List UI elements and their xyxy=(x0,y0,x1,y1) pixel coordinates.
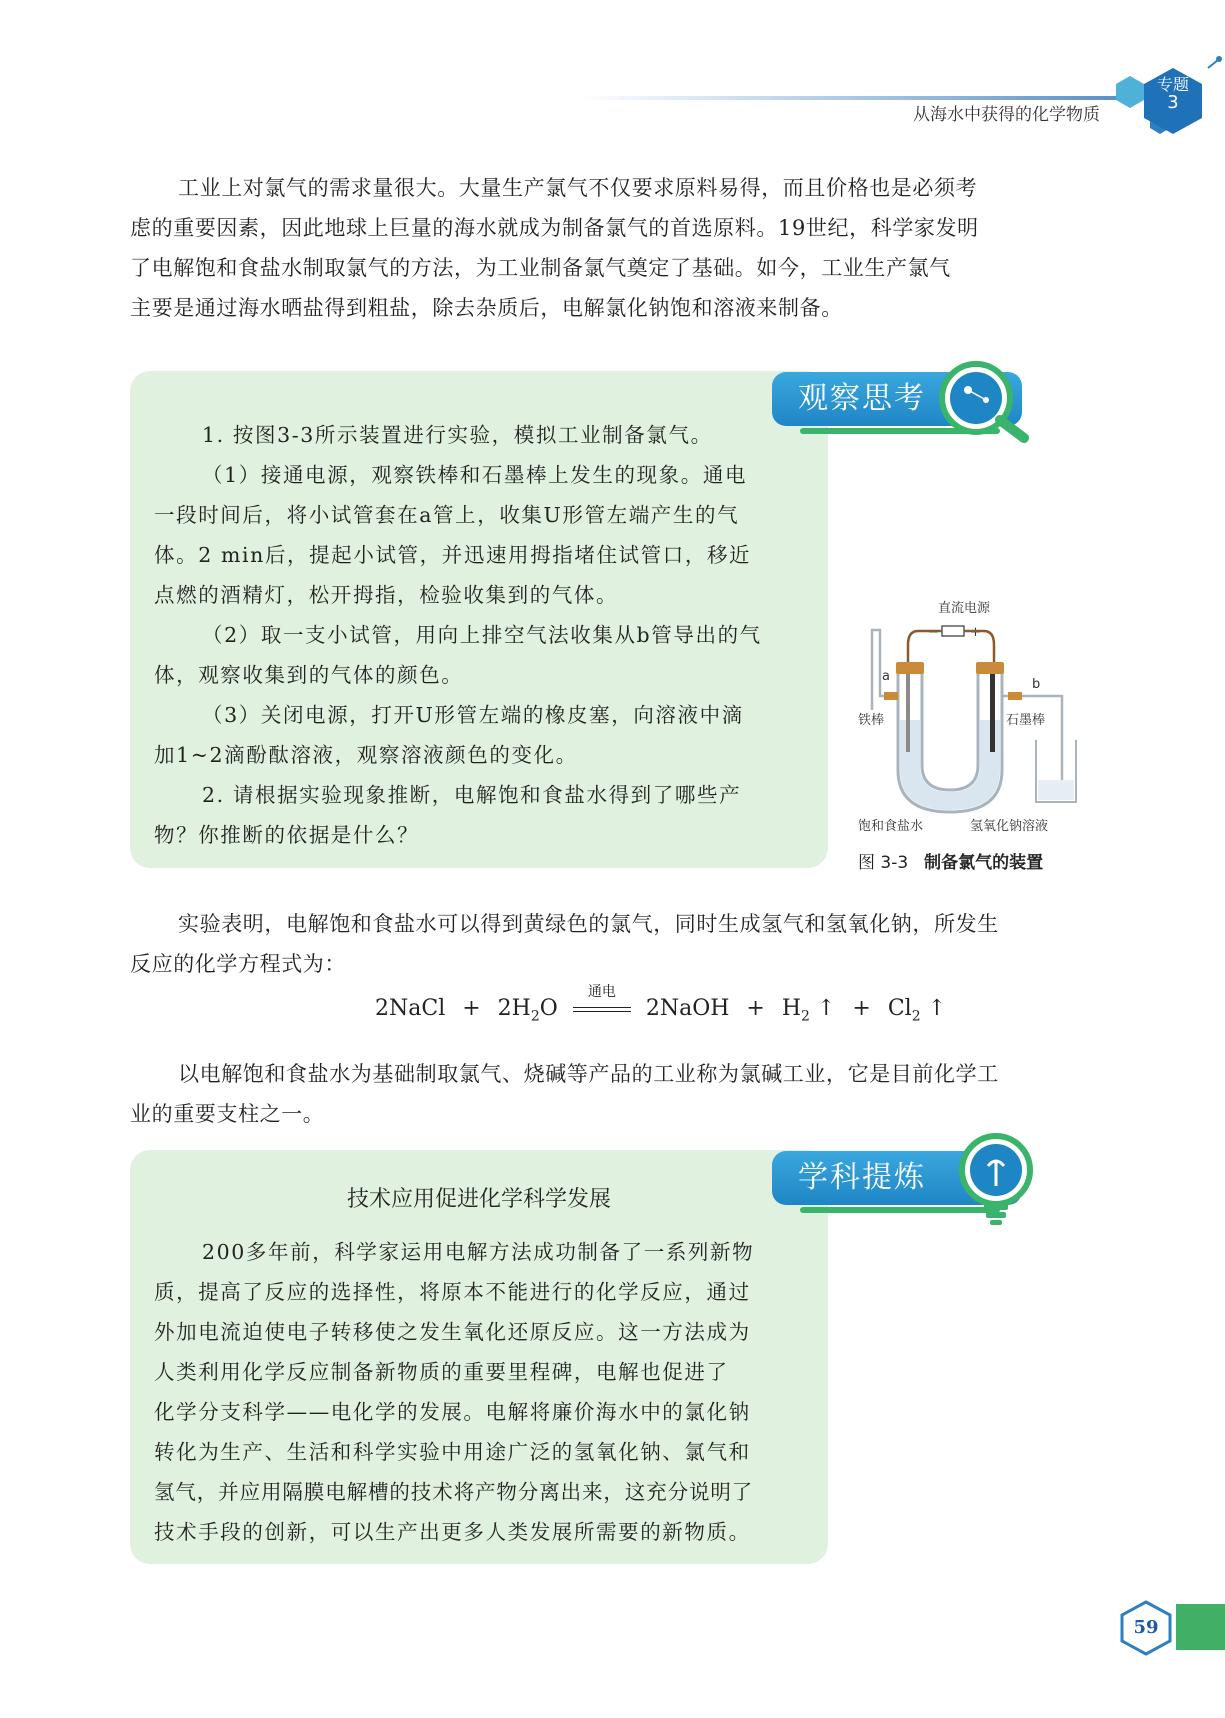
brine-label: 饱和食盐水 xyxy=(858,819,924,834)
observe-line: （1）接通电源，观察铁棒和石墨棒上发生的现象。通电 xyxy=(202,463,748,487)
figure-number: 图 3-3 xyxy=(858,853,909,873)
chapter-badge xyxy=(1138,76,1208,112)
page-number-bar xyxy=(1176,1604,1225,1650)
dc-power-icon xyxy=(942,626,964,636)
refine-line: 氢气，并应用隔膜电解槽的技术将产物分离出来，这充分说明了 xyxy=(154,1480,754,1504)
refine-line: 外加电流迫使电子转移使之发生氧化还原反应。这一方法成为 xyxy=(154,1320,751,1344)
chlor-alkali-line-2: 业的重要支柱之一。 xyxy=(130,1102,325,1126)
refine-line: 人类利用化学反应制备新物质的重要里程碑，电解也促进了 xyxy=(154,1360,729,1384)
intro-line-4: 主要是通过海水晒盐得到粗盐，除去杂质后，电解氯化钠饱和溶液来制备。 xyxy=(130,296,843,320)
graphite-rod-label: 石墨棒 xyxy=(1006,713,1046,728)
chapter-label: 专题 xyxy=(1156,75,1189,94)
iron-rod xyxy=(906,674,910,752)
lightbulb-icon xyxy=(958,1132,1034,1228)
magnifier-icon xyxy=(938,360,1030,444)
intro-line-3: 了电解饱和食盐水制取氯气的方法，为工业制备氯气奠定了基础。如今，工业生产氯气 xyxy=(130,256,951,280)
result-paragraph xyxy=(130,904,1095,984)
observe-line: 点燃的酒精灯，松开拇指，检验收集到的气体。 xyxy=(154,583,619,607)
iron-rod-label: 铁棒 xyxy=(858,713,885,728)
power-supply-label: 直流电源 xyxy=(938,601,991,616)
figure-caption-text: 制备氯气的装置 xyxy=(924,853,1044,873)
observe-line: 体，观察收集到的气体的颜色。 xyxy=(154,663,464,687)
observe-think-tag: 观察思考 xyxy=(772,372,1022,426)
subject-refine-tag: 学科提炼 xyxy=(772,1151,1022,1205)
reaction-condition: 通电 xyxy=(587,983,616,1000)
observe-line: （2）取一支小试管，用向上排空气法收集从b管导出的气 xyxy=(202,623,762,647)
svg-text:+: + xyxy=(970,625,981,640)
refine-heading: 技术应用促进化学科学发展 xyxy=(346,1187,611,1212)
observe-line: 1. 按图3-3所示装置进行实验，模拟工业制备氯气。 xyxy=(202,423,713,447)
intro-line-2: 虑的重要因素，因此地球上巨量的海水就成为制备氯气的首选原料。19世纪，科学家发明 xyxy=(130,216,979,240)
refine-line: 质，提高了反应的选择性，将原本不能进行的化学反应，通过 xyxy=(154,1280,751,1304)
observe-line: （3）关闭电源，打开U形管左端的橡皮塞，向溶液中滴 xyxy=(202,703,744,727)
observe-line: 体。2 min后，提起小试管，并迅速用拇指堵住试管口，移近 xyxy=(154,543,752,567)
chapter-title: 从海水中获得的化学物质 xyxy=(913,105,1100,125)
electrolysis-apparatus-figure xyxy=(858,600,1088,840)
intro-paragraph xyxy=(130,168,1095,328)
graphite-rod xyxy=(990,674,995,752)
figure-caption xyxy=(858,848,1043,873)
result-line-2: 反应的化学方程式为： xyxy=(130,952,346,976)
naoh-solution-label: 氢氧化钠溶液 xyxy=(970,819,1049,834)
observe-line: 2. 请根据实验现象推断，电解饱和食盐水得到了哪些产 xyxy=(202,783,742,807)
refine-line: 转化为生产、生活和科学实验中用途广泛的氢氧化钠、氯气和 xyxy=(154,1440,751,1464)
observe-box-content xyxy=(154,415,804,855)
intro-line-1: 工业上对氯气的需求量很大。大量生产氯气不仅要求原料易得，而且价格也是必须考 xyxy=(178,176,978,200)
refine-line: 技术手段的创新，可以生产出更多人类发展所需要的新物质。 xyxy=(154,1520,751,1544)
chapter-number: 3 xyxy=(1167,92,1179,113)
observe-line: 物？你推断的依据是什么？ xyxy=(154,823,420,847)
svg-text:b: b xyxy=(1032,677,1041,692)
refine-line: 200多年前，科学家运用电解方法成功制备了一系列新物 xyxy=(202,1240,755,1264)
observe-line: 一段时间后，将小试管套在a管上，收集U形管左端产生的气 xyxy=(154,503,740,527)
observe-line: 加1~2滴酚酞溶液，观察溶液颜色的变化。 xyxy=(154,743,578,767)
svg-text:a: a xyxy=(882,669,890,684)
reaction-arrow xyxy=(573,983,631,1012)
chemical-equation: 2NaCl + $2H_2O$ 通电 2NaOH + $H_2$ ↑ + $Cl_2$ ↑ xyxy=(375,996,946,1024)
chlor-alkali-line-1: 以电解饱和食盐水为基础制取氯气、烧碱等产品的工业称为氯碱工业，它是目前化学工 xyxy=(178,1062,999,1086)
page-number: 59 xyxy=(1133,1617,1159,1638)
result-line-1: 实验表明，电解饱和食盐水可以得到黄绿色的氯气，同时生成氢气和氢氧化钠，所发生 xyxy=(178,912,999,936)
refine-line: 化学分支科学——电化学的发展。电解将廉价海水中的氯化钠 xyxy=(154,1400,751,1424)
refine-box-content xyxy=(154,1232,804,1552)
chlor-alkali-paragraph xyxy=(130,1054,1095,1134)
svg-text:−: − xyxy=(928,625,939,640)
